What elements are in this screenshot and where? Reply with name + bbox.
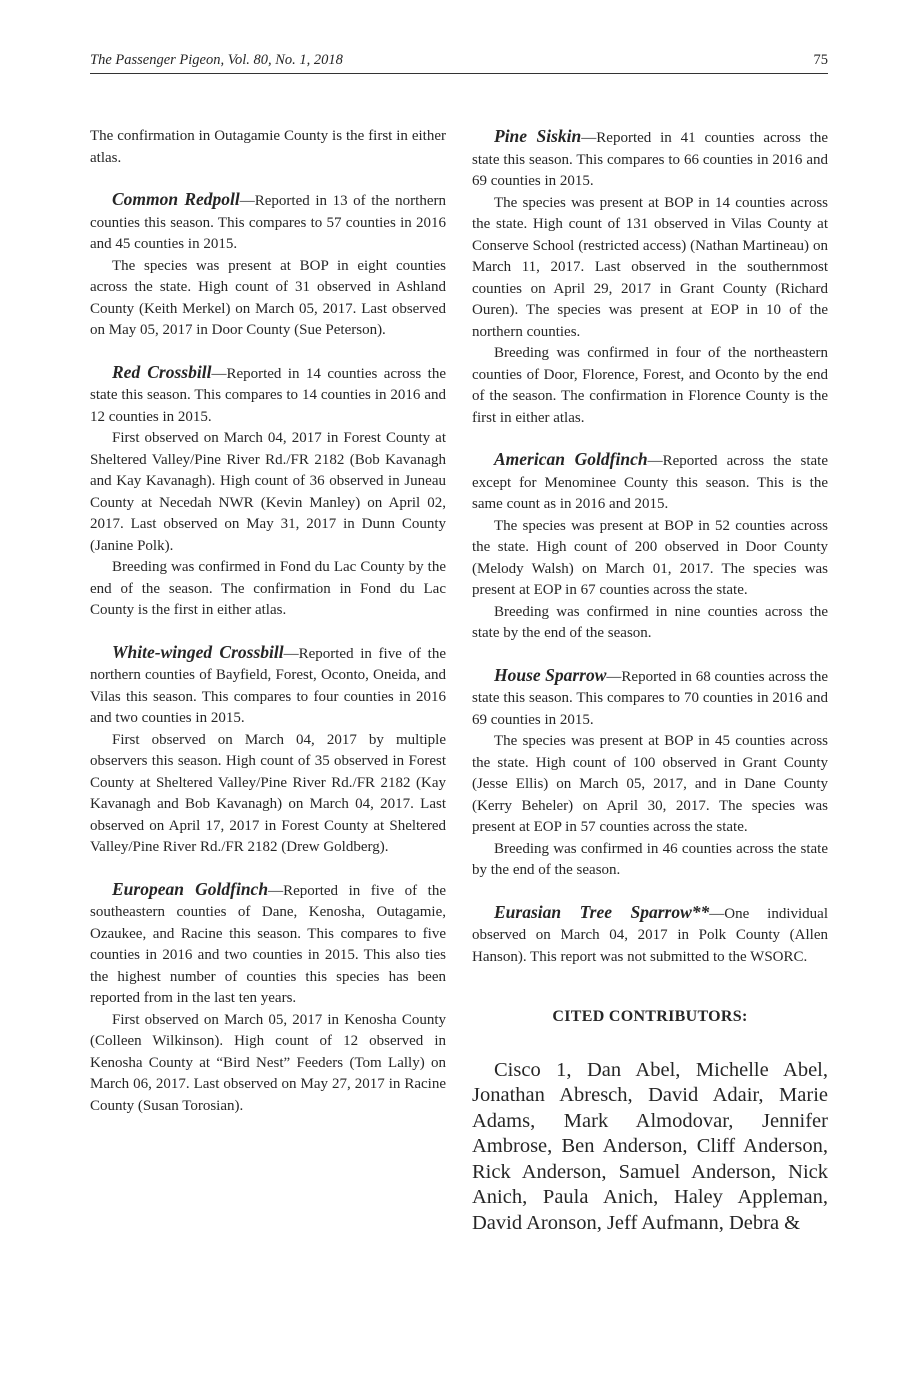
species-name: Pine Siskin bbox=[494, 126, 582, 146]
species-entry-american-goldfinch bbox=[472, 449, 828, 645]
species-lead-text: —One individual observed on March 04, 2017 in Polk County (Allen Hanson). This report was not submitted to the WSORC. bbox=[472, 905, 828, 965]
species-paragraph: The species was present at BOP in 14 counties across the state. High count of 131 observed in Vilas County at Conserve School (restricted access) (Nathan Martineau) on March 11, 2017. Last observed in the southernmost counties on April 29, 2017 in Grant County (Richard Ouren). The species was present at EOP in 10 of the northern counties. bbox=[472, 194, 828, 340]
species-paragraph: First observed on March 05, 2017 in Kenosha County (Colleen Wilkinson). High count of 12 observed in Kenosha County at “Bird Nest” Feeders (Tom Lally) on March 06, 2017. Last observed on May 27, 2017 in Racine County (Susan Torosian). bbox=[90, 1011, 446, 1114]
species-lead-paragraph bbox=[472, 449, 828, 516]
species-name: Common Redpoll bbox=[112, 189, 240, 209]
left-column bbox=[90, 126, 446, 1117]
species-entry-white-winged-crossbill bbox=[90, 642, 446, 859]
species-paragraph: Breeding was confirmed in four of the northeastern counties of Door, Florence, Forest, and Oconto by the end of the season. The confirmation in Florence County is the first in either atlas. bbox=[472, 345, 828, 426]
species-entry-red-crossbill bbox=[90, 362, 446, 622]
species-lead-paragraph bbox=[90, 189, 446, 256]
species-paragraph: First observed on March 04, 2017 by multiple observers this season. High count of 35 observed in Forest County at Sheltered Valley/Pine River Rd./FR 2182 (Kay Kavanagh and Bob Kavanagh) on March 04, 2017. Last observed on April 17, 2017 in Forest County at Sheltered Valley/Pine River Rd./FR 2182 (Drew Goldberg). bbox=[90, 731, 446, 855]
species-paragraph: Breeding was confirmed in Fond du Lac County by the end of the season. The confirmation in Fond du Lac County is the first in either atlas. bbox=[90, 559, 446, 618]
species-paragraph: The species was present at BOP in 45 counties across the state. High count of 100 observed in Grant County (Jesse Ellis) on March 05, 2017, and in Dane County (Kerry Beheler) on April 30, 2017. The species was present at EOP in 57 counties across the state. bbox=[472, 733, 828, 835]
species-entry-common-redpoll bbox=[90, 189, 446, 342]
header-rule bbox=[90, 73, 828, 74]
species-entry-house-sparrow bbox=[472, 665, 828, 882]
species-lead-text: —Reported in five of the southeastern counties of Dane, Kenosha, Outagamie, Ozaukee, and Racine this season. This compares to five counties in 2016 and two counties in 2015. This also ties the highest number of counties this species has been reported from in the last ten years. bbox=[90, 882, 447, 1006]
species-lead-text: —Reported in 68 counties across the state this season. This compares to 70 counties in 2016 and 69 counties in 2015. bbox=[472, 668, 828, 728]
species-lead-paragraph bbox=[472, 126, 828, 193]
species-name: Red Crossbill bbox=[112, 361, 212, 382]
species-paragraph: The species was present at BOP in eight counties across the state. High count of 31 observed in Ashland County (Keith Merkel) on March 05, 2017. Last observed on May 05, 2017 in Door County (Sue Peterson). bbox=[90, 257, 446, 338]
species-name: White-winged Crossbill bbox=[112, 641, 284, 662]
running-header bbox=[90, 52, 828, 69]
species-name: Eurasian Tree Sparrow** bbox=[494, 901, 710, 922]
species-lead-paragraph bbox=[90, 642, 446, 730]
species-paragraph: The species was present at BOP in 52 counties across the state. High count of 200 observed in Door County (Melody Walsh) on March 01, 2017. The species was present at EOP in 67 counties across the state. bbox=[472, 517, 828, 598]
species-lead-paragraph bbox=[90, 879, 446, 1010]
intro-paragraph: The confirmation in Outagamie County is the first in either atlas. bbox=[90, 128, 446, 166]
species-lead-paragraph bbox=[472, 665, 828, 732]
species-entry-european-goldfinch bbox=[90, 879, 446, 1118]
cited-contributors-heading: CITED CONTRIBUTORS: bbox=[552, 1008, 748, 1025]
contributors-list: Cisco 1, Dan Abel, Michelle Abel, Jonathan Abresch, David Adair, Marie Adams, Mark Almodovar, Jennifer Ambrose, Ben Anderson, Cliff Anderson, Rick Anderson, Samuel Anderson, Nick Anich, Paula Anich, Haley Appleman, David Aronson, Jeff Aufmann, Debra & bbox=[472, 1058, 828, 1234]
species-name: House Sparrow bbox=[494, 664, 607, 685]
species-entry-pine-siskin bbox=[472, 126, 828, 429]
species-lead-text: —Reported in 13 of the northern counties this season. This compares to 57 counties in 2016 and 45 counties in 2015. bbox=[90, 193, 446, 252]
species-lead-paragraph bbox=[472, 902, 828, 969]
species-paragraph: First observed on March 04, 2017 in Forest County at Sheltered Valley/Pine River Rd./FR 2182 (Bob Kavanagh and Kay Kavanagh). High count of 36 observed in Juneau County at Necedah NWR (Kevin Manley) on April 02, 2017. Last observed on May 31, 2017 in Dunn County (Janine Polk). bbox=[90, 430, 446, 554]
species-paragraph: Breeding was confirmed in nine counties across the state by the end of the season. bbox=[472, 603, 828, 641]
species-name: American Goldfinch bbox=[494, 449, 648, 469]
species-lead-text: —Reported in five of the northern counties of Bayfield, Forest, Oconto, Oneida, and Vilas this season. This compares to four counties in 2016 and two counties in 2015. bbox=[90, 645, 446, 726]
right-column bbox=[472, 126, 828, 1236]
species-name: European Goldfinch bbox=[112, 878, 269, 899]
species-entry-eurasian-tree-sparrow bbox=[472, 902, 828, 969]
journal-citation: The Passenger Pigeon, Vol. 80, No. 1, 2018 bbox=[90, 52, 343, 68]
species-lead-text: —Reported in 41 counties across the state this season. This compares to 66 counties in 2016 and 69 counties in 2015. bbox=[472, 130, 828, 189]
page-number: 75 bbox=[813, 52, 828, 68]
species-lead-paragraph bbox=[90, 362, 446, 429]
species-lead-text: —Reported across the state except for Menominee County this season. This is the same count as in 2016 and 2015. bbox=[472, 453, 828, 512]
species-paragraph: Breeding was confirmed in 46 counties across the state by the end of the season. bbox=[472, 840, 828, 878]
species-lead-text: —Reported in 14 counties across the state this season. This compares to 14 counties in 2016 and 12 counties in 2015. bbox=[90, 365, 446, 425]
